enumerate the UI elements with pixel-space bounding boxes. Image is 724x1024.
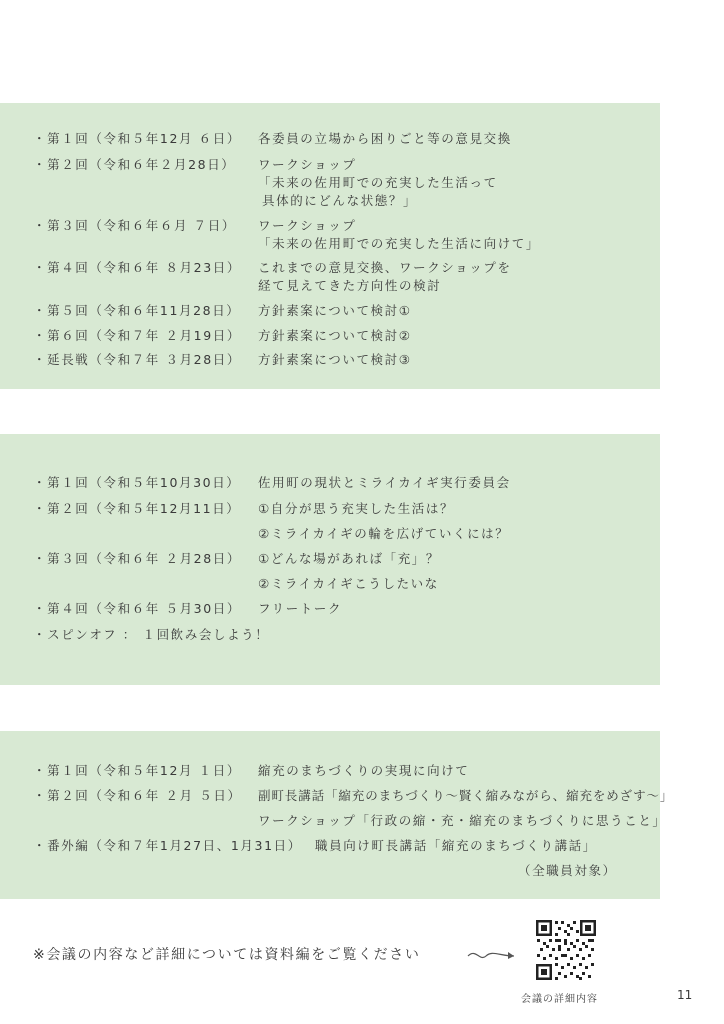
meeting-date: ・第１回（令和５年10月30日） (33, 475, 241, 490)
meeting-topic: 各委員の立場から困りごと等の意見交換 (258, 131, 512, 146)
meeting-topic: 具体的にどんな状態？」 (262, 193, 418, 208)
meeting-date: ・第２回（令和６年 ２月 ５日） (33, 788, 242, 803)
meeting-date: ・第５回（令和６年11月28日） (33, 303, 241, 318)
qr-caption: 会議の詳細内容 (521, 994, 598, 1005)
meeting-topic: ①自分が思う充実した生活は？ (258, 501, 455, 516)
page-number: 11 (677, 988, 693, 1002)
meeting-topic: これまでの意見交換、ワークショップを (258, 260, 512, 275)
meeting-topic: 方針素案について検討① (258, 303, 412, 318)
meeting-date: ・第３回（令和６年 ２月28日） (33, 551, 241, 566)
meeting-topic: ②ミライカイギの輪を広げていくには？ (258, 526, 510, 541)
meeting-topic: 職員向け町長講話「縮充のまちづくり講話」 (315, 838, 597, 853)
meeting-date: ・第２回（令和６年２月28日） (33, 157, 236, 172)
meeting-date: ・第２回（令和５年12月11日） (33, 501, 241, 516)
meeting-date: ・第１回（令和５年12月 １日） (33, 763, 241, 778)
meeting-topic: 「未来の佐用町での充実した生活に向けて」 (258, 236, 541, 251)
meeting-date: ・第１回（令和５年12月 ６日） (33, 131, 241, 146)
meeting-topic: （全職員対象） (518, 863, 617, 878)
meeting-topic: 方針素案について検討③ (258, 352, 412, 367)
meeting-topic: ワークショップ (258, 157, 357, 172)
meeting-date: ・第６回（令和７年 ２月19日） (33, 328, 241, 343)
meeting-date: ・第４回（令和６年 ５月30日） (33, 601, 241, 616)
footer-note: ※会議の内容など詳細については資料編をご覧ください (33, 947, 421, 963)
meeting-date: ・第３回（令和６年６月 ７日） (33, 218, 236, 233)
meeting-topic: ①どんな場があれば「充」？ (258, 551, 441, 566)
qr-code-icon[interactable] (535, 919, 597, 981)
meeting-date: ・延長戦（令和７年 ３月28日） (33, 352, 241, 367)
meeting-topic: 縮充のまちづくりの実現に向けて (258, 763, 470, 778)
meeting-topic: ワークショップ「行政の縮・充・縮充のまちづくりに思うこと」 (258, 813, 667, 828)
meeting-topic: ワークショップ (258, 218, 357, 233)
meeting-date: ・スピンオフ ： １回飲み会しよう！ (33, 627, 270, 642)
meeting-date: ・番外編（令和７年1月27日、1月31日） (33, 838, 302, 853)
meeting-topic: 副町長講話「縮充のまちづくり～賢く縮みながら、縮充をめざす～」 (258, 788, 674, 803)
meeting-date: ・第４回（令和６年 ８月23日） (33, 260, 241, 275)
meeting-topic: 方針素案について検討② (258, 328, 412, 343)
meeting-topic: 経て見えてきた方向性の検討 (258, 278, 442, 293)
meeting-topic: 「未来の佐用町での充実した生活って (258, 175, 498, 190)
meeting-topic: 佐用町の現状とミライカイギ実行委員会 (258, 475, 511, 490)
arrow-right-icon (466, 944, 518, 964)
meeting-topic: フリートーク (258, 601, 343, 616)
meeting-topic: ②ミライカイギこうしたいな (258, 576, 439, 591)
